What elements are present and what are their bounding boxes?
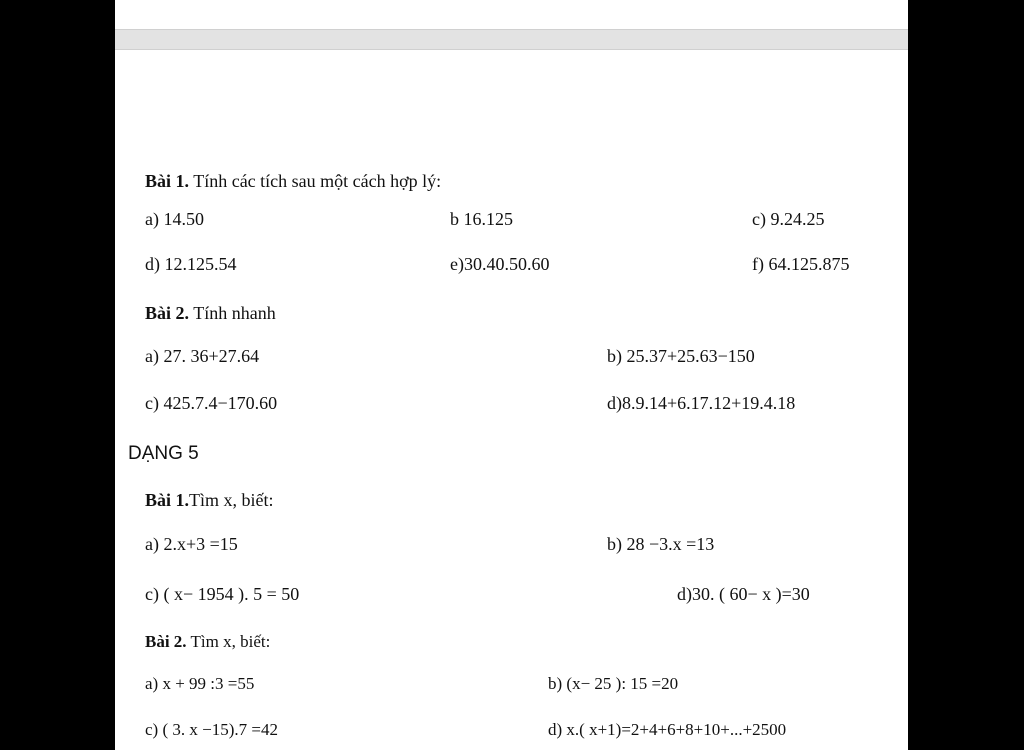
exercise-label: Bài 2.: [145, 632, 187, 651]
exercise-item: d) 12.125.54: [145, 254, 237, 274]
exercise-2-heading: [145, 302, 276, 324]
exercise-item: a) 27. 36+27.64: [145, 346, 260, 366]
exercise-1-heading: [145, 489, 274, 511]
exercise-title: Tính các tích sau một cách hợp lý:: [193, 171, 442, 191]
exercise-item: f) 64.125.875: [752, 254, 850, 274]
exercise-item: a) 14.50: [145, 209, 204, 229]
document-page: [115, 0, 908, 750]
exercise-item: a) 2.x+3 =15: [145, 534, 238, 554]
exercise-label: Bài 1.: [145, 171, 190, 191]
exercise-item: b 16.125: [450, 209, 513, 229]
exercise-title: Tìm x, biết:: [190, 632, 271, 651]
section-heading: DẠNG 5: [128, 443, 199, 464]
exercise-label: Bài 2.: [145, 303, 190, 323]
exercise-title: Tính nhanh: [193, 303, 276, 323]
exercise-item: b) (x− 25 ): 15 =20: [548, 674, 679, 693]
exercise-2-heading: [145, 631, 270, 653]
exercise-item: b) 25.37+25.63−150: [607, 346, 755, 366]
exercise-item: c) 9.24.25: [752, 209, 825, 229]
exercise-item: d) x.( x+1)=2+4+6+8+10+...+2500: [548, 720, 787, 739]
exercise-1-heading: [145, 170, 441, 192]
viewer-toolbar: [115, 29, 908, 50]
exercise-item: c) ( x− 1954 ). 5 = 50: [145, 584, 300, 604]
exercise-label: Bài 1.: [145, 490, 190, 510]
exercise-item: c) 425.7.4−170.60: [145, 393, 278, 413]
exercise-item: c) ( 3. x −15).7 =42: [145, 720, 278, 739]
exercise-item: d)30. ( 60− x )=30: [677, 584, 810, 604]
viewer-top-area: [115, 0, 908, 28]
exercise-title: Tìm x, biết:: [189, 490, 274, 510]
exercise-item: e)30.40.50.60: [450, 254, 550, 274]
exercise-item: a) x + 99 :3 =55: [145, 674, 255, 693]
exercise-item: b) 28 −3.x =13: [607, 534, 715, 554]
exercise-item: d)8.9.14+6.17.12+19.4.18: [607, 393, 796, 413]
